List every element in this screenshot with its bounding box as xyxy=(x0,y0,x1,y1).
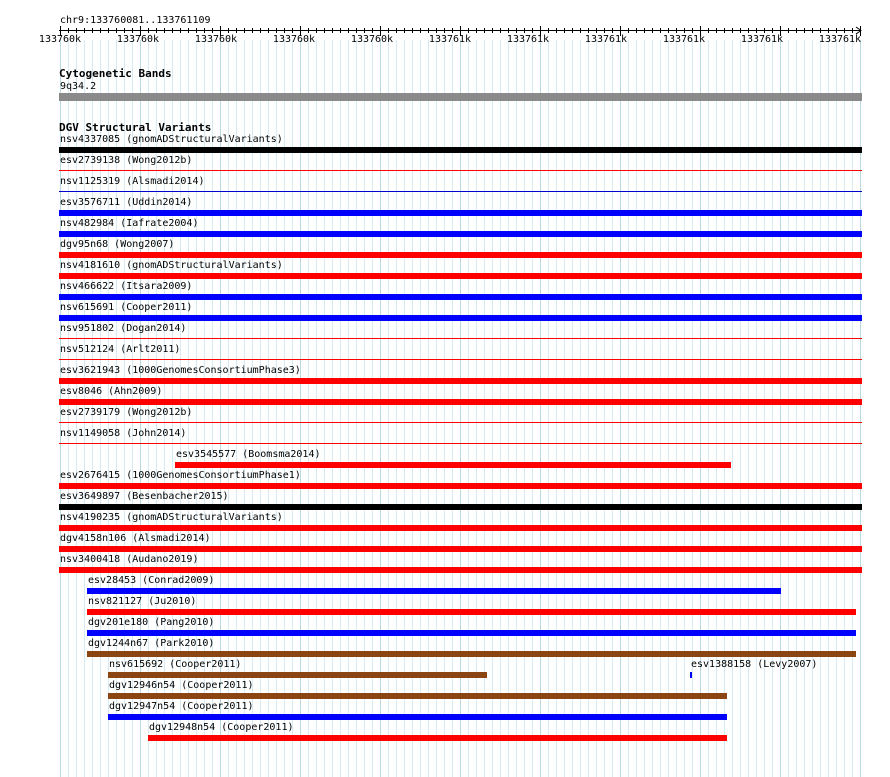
feature-bar[interactable] xyxy=(87,609,856,615)
feature-bar[interactable] xyxy=(87,651,856,657)
feature-bar[interactable] xyxy=(59,378,862,384)
feature-label[interactable]: nsv821127 (Ju2010) xyxy=(88,596,197,607)
feature-label[interactable]: esv28453 (Conrad2009) xyxy=(88,575,215,586)
feature-label[interactable]: nsv615691 (Cooper2011) xyxy=(60,302,193,313)
feature-bar[interactable] xyxy=(59,294,862,300)
feature-bar[interactable] xyxy=(59,273,862,279)
cytoband-track-title[interactable]: Cytogenetic Bands xyxy=(59,67,172,80)
feature-label[interactable]: dgv95n68 (Wong2007) xyxy=(60,239,175,250)
feature-label[interactable]: esv8046 (Ahn2009) xyxy=(60,386,163,397)
feature-bar[interactable] xyxy=(175,462,731,468)
ruler-tick-label: 133761k xyxy=(584,34,628,45)
feature-bar[interactable] xyxy=(108,672,487,678)
feature-label[interactable]: dgv12946n54 (Cooper2011) xyxy=(109,680,254,691)
feature-label[interactable]: dgv201e180 (Pang2010) xyxy=(88,617,215,628)
ruler-tick-label: 133761k xyxy=(740,34,784,45)
feature-label[interactable]: dgv4158n106 (Alsmadi2014) xyxy=(60,533,211,544)
ruler-tick-label: 133761k xyxy=(428,34,472,45)
feature-label[interactable]: nsv1149058 (John2014) xyxy=(60,428,187,439)
feature-bar[interactable] xyxy=(59,315,862,321)
feature-bar[interactable] xyxy=(59,359,862,360)
feature-label[interactable]: nsv3400418 (Audano2019) xyxy=(60,554,199,565)
feature-bar[interactable] xyxy=(59,399,862,405)
feature-label[interactable]: nsv466622 (Itsara2009) xyxy=(60,281,193,292)
feature-bar[interactable] xyxy=(108,693,727,699)
ruler-tick-label: 133761k xyxy=(506,34,550,45)
feature-label[interactable]: nsv615692 (Cooper2011) xyxy=(109,659,242,670)
feature-label[interactable]: esv1388158 (Levy2007) xyxy=(691,659,818,670)
feature-bar[interactable] xyxy=(148,735,727,741)
feature-label[interactable]: nsv482984 (Iafrate2004) xyxy=(60,218,199,229)
ruler-tick-label: 133761k xyxy=(818,34,862,45)
feature-label[interactable]: esv3545577 (Boomsma2014) xyxy=(176,449,321,460)
ruler-tick-label: 133760k xyxy=(272,34,316,45)
ruler-tick-label: 133760k xyxy=(116,34,160,45)
feature-label[interactable]: nsv4337085 (gnomADStructuralVariants) xyxy=(60,134,283,145)
feature-label[interactable]: esv3621943 (1000GenomesConsortiumPhase3) xyxy=(60,365,301,376)
feature-label[interactable]: nsv4181610 (gnomADStructuralVariants) xyxy=(60,260,283,271)
dgv-track-title[interactable]: DGV Structural Variants xyxy=(59,121,212,134)
feature-bar[interactable] xyxy=(59,147,862,153)
feature-bar[interactable] xyxy=(59,170,862,171)
feature-label[interactable]: nsv1125319 (Alsmadi2014) xyxy=(60,176,205,187)
feature-bar[interactable] xyxy=(59,422,862,423)
feature-bar[interactable] xyxy=(59,546,862,552)
feature-label[interactable]: dgv12948n54 (Cooper2011) xyxy=(149,722,294,733)
feature-label[interactable]: esv2739179 (Wong2012b) xyxy=(60,407,193,418)
ruler-tick-label: 133761k xyxy=(662,34,706,45)
feature-bar[interactable] xyxy=(87,630,856,636)
feature-label[interactable]: esv3649897 (Besenbacher2015) xyxy=(60,491,229,502)
feature-label[interactable]: nsv4190235 (gnomADStructuralVariants) xyxy=(60,512,283,523)
feature-bar[interactable] xyxy=(59,338,862,339)
feature-label[interactable]: nsv951802 (Dogan2014) xyxy=(60,323,187,334)
feature-bar[interactable] xyxy=(59,525,862,531)
feature-bar[interactable] xyxy=(59,483,862,489)
feature-bar[interactable] xyxy=(59,567,862,573)
feature-bar[interactable] xyxy=(690,672,692,678)
feature-bar[interactable] xyxy=(59,252,862,258)
ruler-tick-label: 133760k xyxy=(194,34,238,45)
feature-label[interactable]: esv2739138 (Wong2012b) xyxy=(60,155,193,166)
feature-label[interactable]: dgv1244n67 (Park2010) xyxy=(88,638,215,649)
cytoband-label: 9q34.2 xyxy=(60,81,97,92)
feature-bar[interactable] xyxy=(87,588,781,594)
feature-bar[interactable] xyxy=(59,191,862,192)
cytoband-bar[interactable] xyxy=(59,93,862,101)
feature-bar[interactable] xyxy=(59,504,862,510)
feature-bar[interactable] xyxy=(59,231,862,237)
feature-bar[interactable] xyxy=(59,443,862,444)
ruler-tick-label: 133760k xyxy=(38,34,82,45)
ruler-tick-label: 133760k xyxy=(350,34,394,45)
feature-bar[interactable] xyxy=(108,714,727,720)
feature-bar[interactable] xyxy=(59,210,862,216)
feature-label[interactable]: esv2676415 (1000GenomesConsortiumPhase1) xyxy=(60,470,301,481)
feature-label[interactable]: nsv512124 (Arlt2011) xyxy=(60,344,181,355)
feature-label[interactable]: dgv12947n54 (Cooper2011) xyxy=(109,701,254,712)
locus-label: chr9:133760081..133761109 xyxy=(60,15,211,26)
feature-label[interactable]: esv3576711 (Uddin2014) xyxy=(60,197,193,208)
